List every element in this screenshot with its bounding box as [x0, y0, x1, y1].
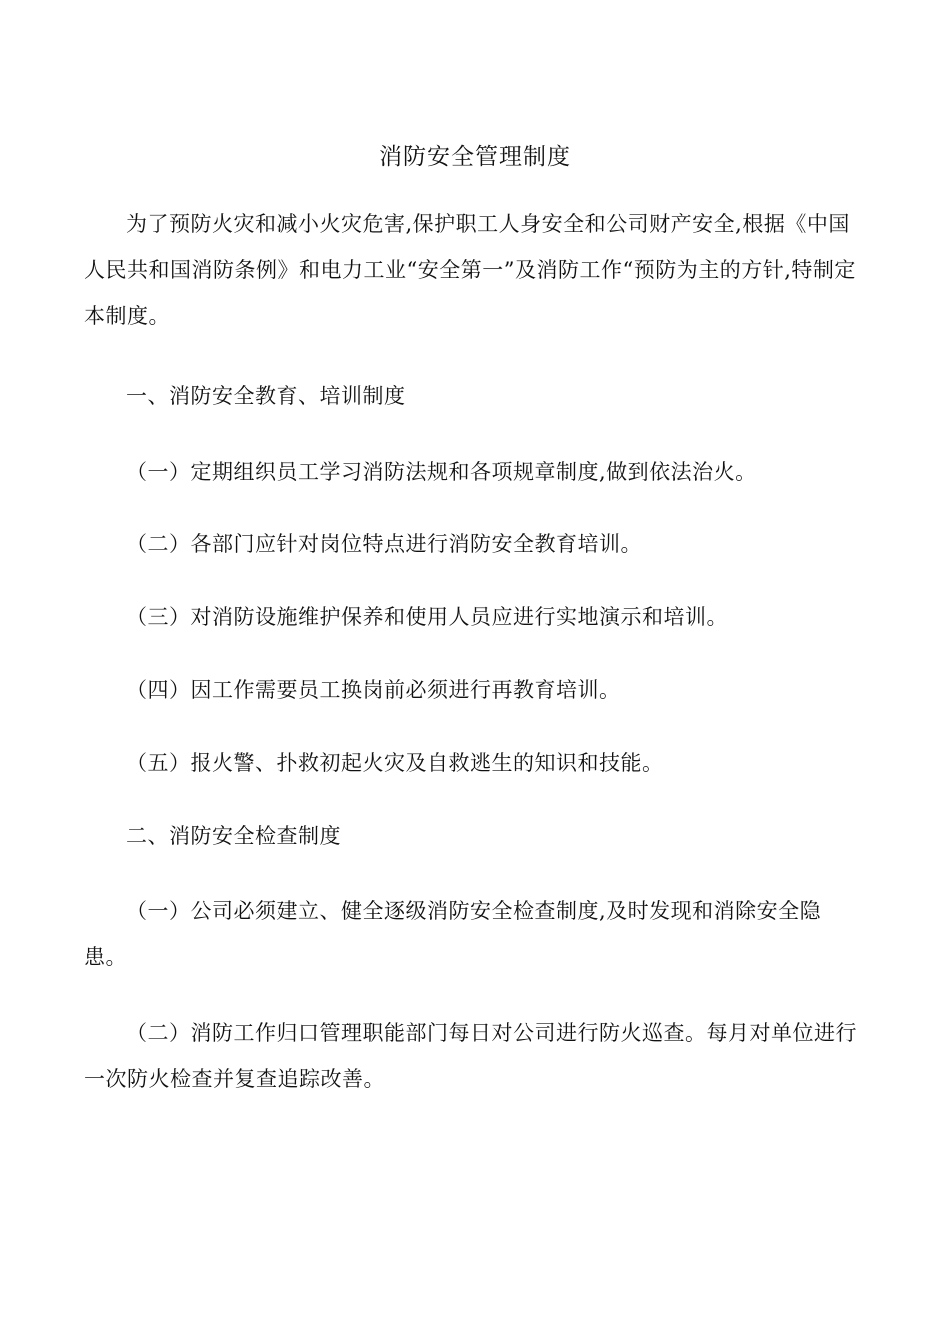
section-2-item-2: （二）消防工作归口管理职能部门每日对公司进行防火巡查。每月对单位进行一次防火检查并复查追踪改善。 [84, 1021, 857, 1091]
section-2-item-1: （一）公司必须建立、健全逐级消防安全检查制度,及时发现和消除安全隐患。 [84, 899, 822, 969]
section-2-heading: 二、消防安全检查制度 [126, 824, 341, 848]
document-title: 消防安全管理制度 [379, 144, 571, 170]
section-1-item-5: （五）报火警、扑救初起火灾及自救逃生的知识和技能。 [126, 751, 664, 775]
section-1-item-1: （一）定期组织员工学习消防法规和各项规章制度,做到依法治火。 [126, 460, 757, 484]
section-1-item-2: （二）各部门应针对岗位特点进行消防安全教育培训。 [126, 532, 642, 556]
intro-paragraph: 为了预防火灾和减小火灾危害,保护职工人身安全和公司财产安全,根据《中国人民共和国消防条例》和电力工业“安全第一”及消防工作“预防为主的方针,特制定本制度。 [84, 212, 856, 328]
section-1-item-3: （三）对消防设施维护保养和使用人员应进行实地演示和培训。 [126, 605, 728, 629]
section-1-heading: 一、消防安全教育、培训制度 [126, 384, 406, 408]
section-1-item-4: （四）因工作需要员工换岗前必须进行再教育培训。 [126, 678, 621, 702]
